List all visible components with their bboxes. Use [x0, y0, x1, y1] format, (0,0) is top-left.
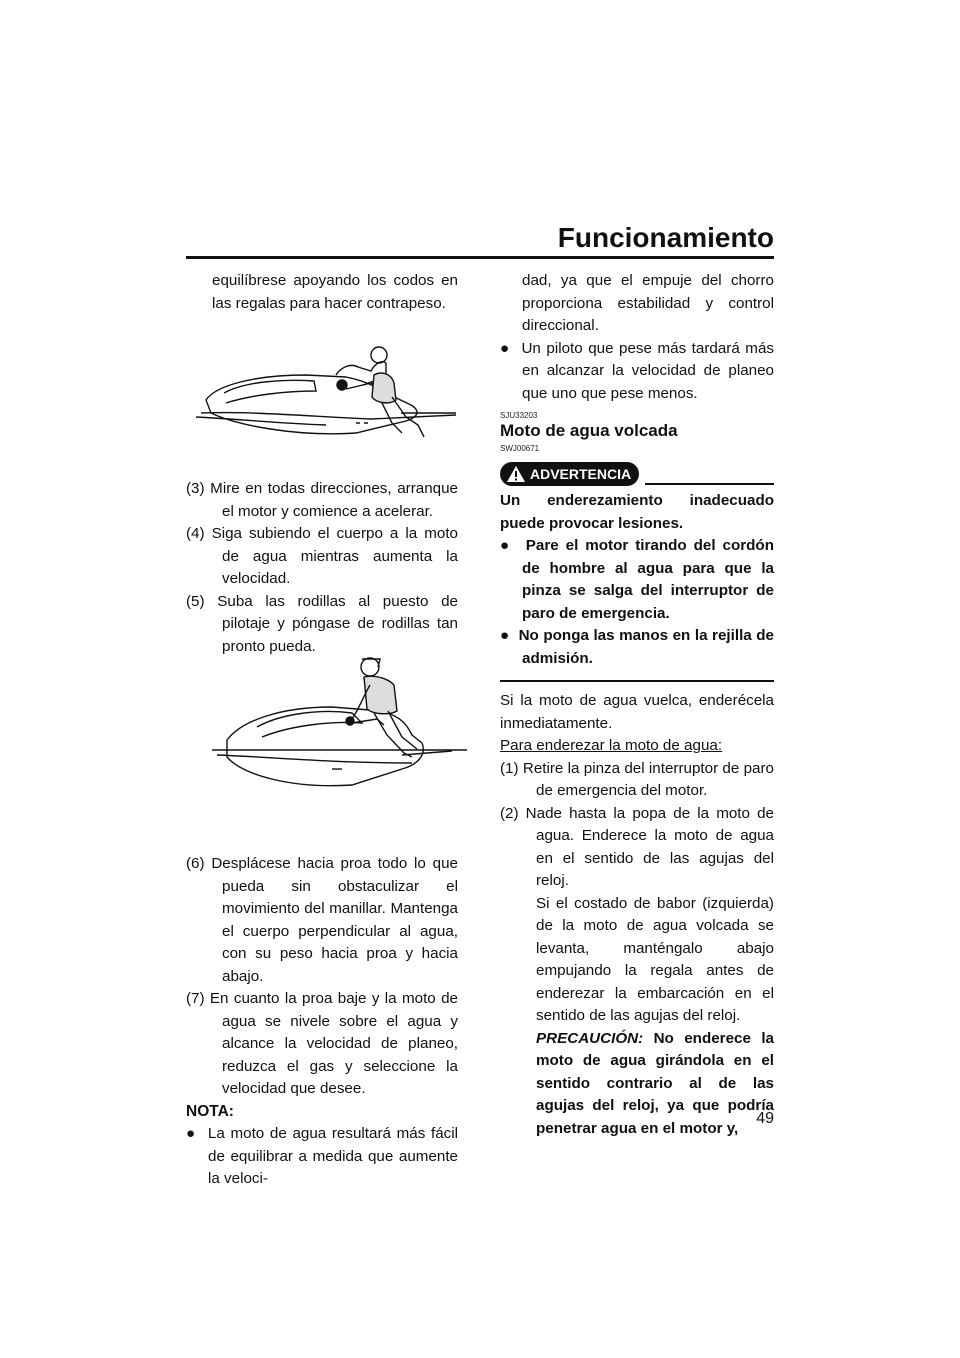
capsize-paragraph: Si la moto de agua vuelca, enderécela inmediatamente.: [500, 692, 774, 732]
caution-paragraph: [500, 1028, 774, 1141]
warning-rule: [645, 483, 774, 485]
warning-end-rule: [500, 680, 774, 682]
step-4: (4) Siga subiendo el cuerpo a la moto de agua mientras aumenta la velocidad.: [186, 525, 458, 587]
step-6: (6) Desplácese hacia proa todo lo que pueda sin obstaculizar el movimiento del manillar. Mantenga el cuerpo perpendicular al agua, con su peso hacia proa y hacia abajo.: [186, 855, 458, 985]
warning-label: ADVERTENCIA: [530, 465, 632, 482]
righting-step-2: (2) Nade hasta la popa de la moto de agua. Enderece la moto de agua en el sentido de las agujas del reloj.: [500, 804, 774, 889]
left-column: [186, 270, 458, 315]
warning-bullet-2: [500, 625, 774, 670]
section-title: Moto de agua volcada: [500, 421, 678, 440]
step-5: (5) Suba las rodillas al puesto de pilotaje y póngase de rodillas tan pronto pueda.: [186, 592, 458, 655]
caution-text: No enderece la moto de agua girándola en el sentido contrario al de las agujas del reloj, ya que podría penetrar agua en el motor y,: [536, 1029, 774, 1137]
bullet-icon: ●: [500, 627, 519, 644]
step-3: (3) Mire en todas direcciones, arranque el motor y comience a acelerar.: [186, 480, 458, 520]
bullet-icon: ●: [500, 339, 522, 357]
continuation-paragraph: dad, ya que el empuje del chorro proporciona estabilidad y control direccional.: [522, 272, 774, 334]
righting-step-1: (1) Retire la pinza del interruptor de paro de emergencia del motor.: [500, 759, 774, 799]
header-rule: [186, 256, 774, 259]
page-title: Funcionamiento: [557, 222, 774, 253]
warning-triangle-icon: [506, 465, 526, 483]
pilot-weight-bullet: [500, 338, 774, 406]
nota-bullet: [186, 1123, 458, 1191]
warning-bullet-2-text: No ponga las manos en la rejilla de admisión.: [518, 627, 774, 667]
warning-bullet-1-text: Pare el motor tirando del cordón de hombre al agua para que la pinza se salga del interruptor de paro de emergencia.: [522, 537, 774, 622]
warning-badge: [500, 462, 639, 486]
right-column: [500, 270, 774, 1140]
nota-heading: NOTA:: [186, 1102, 234, 1120]
step-7: (7) En cuanto la proa baje y la moto de agua se nivele sobre el agua y alcance la velocidad de planeo, reduzca el gas y seleccione la velocidad que desee.: [186, 990, 458, 1097]
page-number: 49: [756, 1110, 774, 1127]
steps-a-list: [186, 478, 458, 658]
section-code: SJU33203: [500, 411, 538, 420]
caution-label: PRECAUCIÓN:: [536, 1029, 644, 1047]
steps-b-list: [186, 853, 458, 1191]
intro-paragraph: equilíbrese apoyando los codos en las regalas para hacer contrapeso.: [212, 272, 458, 312]
warning-bullet-1: [500, 535, 774, 625]
warning-code: SWJ00671: [500, 444, 540, 453]
warning-text: Un enderezamiento inadecuado puede provocar lesiones.: [500, 492, 774, 532]
jetski-kneeling-illustration: [212, 645, 467, 825]
jetski-boarding-illustration: [196, 345, 466, 445]
nota-bullet-text: La moto de agua resultará más fácil de equilibrar a medida que aumente la veloci-: [207, 1125, 458, 1187]
pilot-weight-text: Un piloto que pese más tardará más en alcanzar la velocidad de planeo que uno que pese menos.: [521, 339, 774, 402]
warning-header: [500, 456, 774, 486]
righting-step-2-continued: Si el costado de babor (izquierda) de la moto de agua volcada se levanta, manténgalo abajo empujando la regala antes de enderezar la embarcación en el sentido de las agujas del reloj.: [536, 894, 774, 1024]
bullet-icon: ●: [186, 1125, 208, 1142]
righting-subheading: Para enderezar la moto de agua:: [500, 737, 723, 754]
bullet-icon: ●: [500, 537, 526, 554]
